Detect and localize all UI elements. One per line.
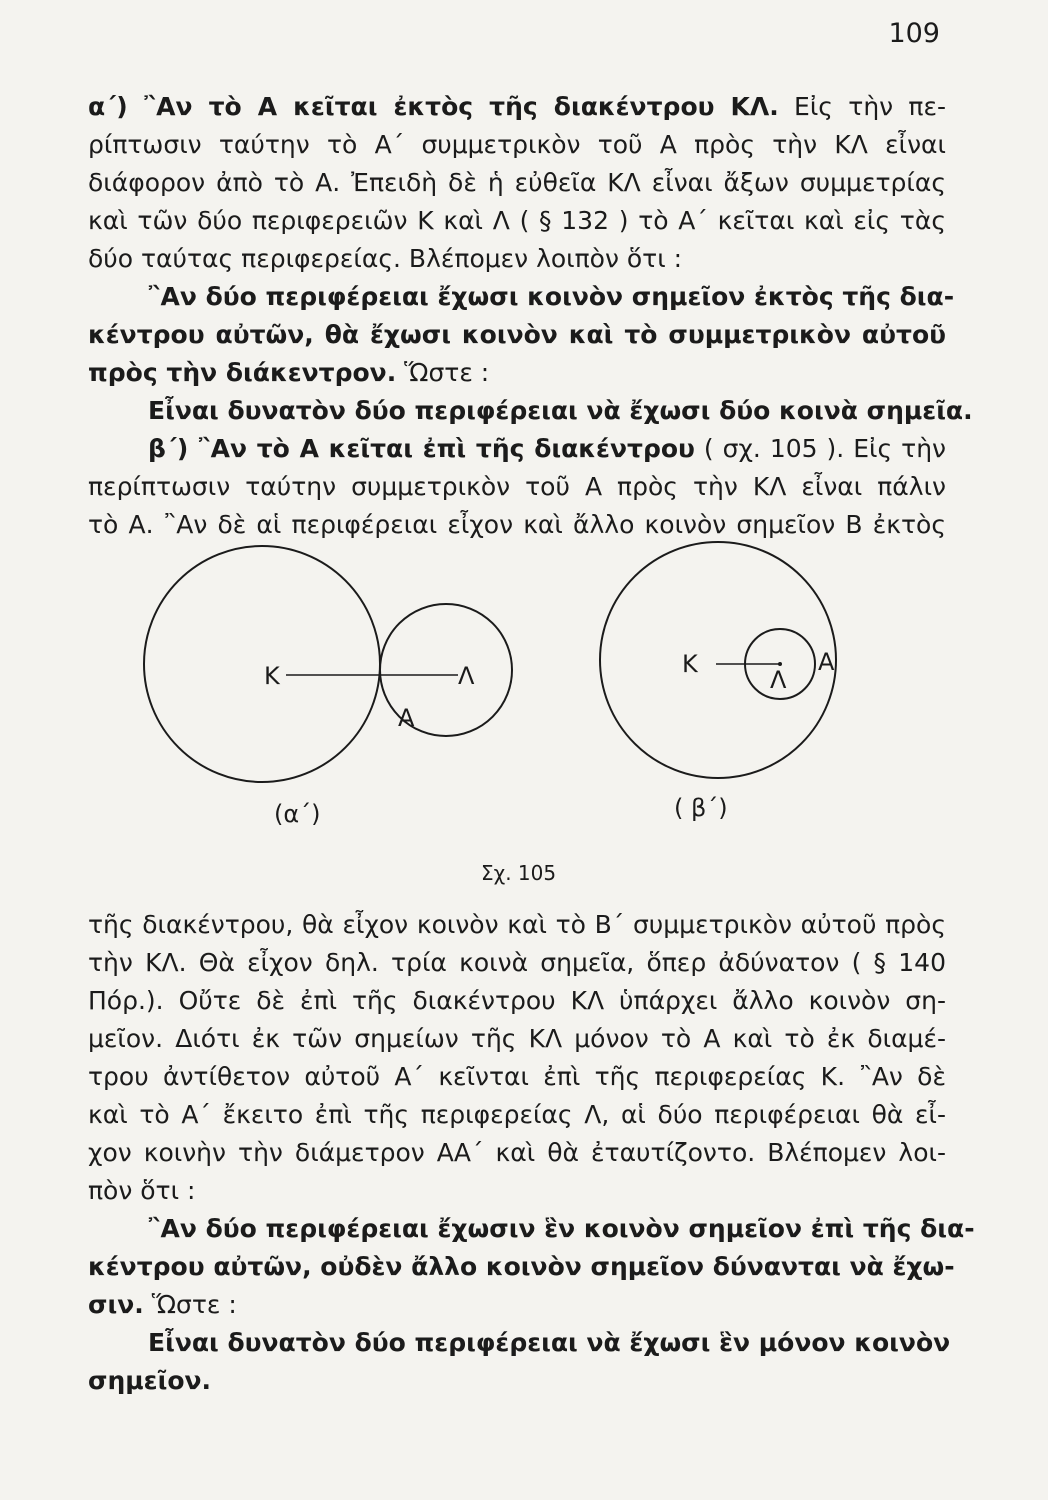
text-span: Ὥστε : <box>143 1290 237 1319</box>
text-line: τρου ἀντίθετον αὐτοῦ Α΄ κεῖνται ἐπὶ τῆς περιφερείας Κ. ῍Αν δὲ <box>88 1062 946 1091</box>
conclusion-line: Εἶναι δυνατὸν δύο περιφέρειαι νὰ ἔχωσι ἓν μόνον κοινὸν <box>148 1328 951 1357</box>
theorem-line: ῍Αν δύο περιφέρειαι ἔχωσι κοινὸν σημεῖον ἐκτὸς τῆς δια- <box>148 282 955 311</box>
text-line: τὸ Α. ῍Αν δὲ αἱ περιφέρειαι εἶχον καὶ ἄλλο κοινὸν σημεῖον Β ἐκτὸς <box>88 510 946 539</box>
label-l-left: Λ <box>458 662 475 690</box>
text-block-top <box>88 88 973 544</box>
page-number: 109 <box>888 18 940 49</box>
theorem-line: ῍Αν δύο περιφέρειαι ἔχωσιν ἓν κοινὸν σημεῖον ἐπὶ τῆς δια- <box>148 1214 975 1243</box>
theorem-line <box>88 354 946 392</box>
caption-a: (α΄) <box>274 800 321 828</box>
text-line <box>88 430 946 468</box>
text-line: καὶ τὸ Α΄ ἔκειτο ἐπὶ τῆς περιφερείας Λ, αἱ δύο περιφέρειαι θὰ εἶ- <box>88 1100 946 1129</box>
label-l-right: Λ <box>770 666 787 694</box>
text-span: Ὥστε : <box>396 358 490 387</box>
conclusion-line: σημεῖον. <box>88 1366 212 1395</box>
text-line: πὸν ὅτι : <box>88 1176 196 1205</box>
text-span: ( σχ. 105 ). Εἰς τὴν <box>694 434 947 463</box>
text-line: διάφορον ἀπὸ τὸ Α. Ἐπειδὴ δὲ ἡ εὐθεῖα ΚΛ εἶναι ἄξων συμμετρίας <box>88 168 946 197</box>
label-k-left: Κ <box>264 662 280 690</box>
circle-k-right <box>600 542 836 778</box>
theorem-line: κέντρου αὐτῶν, οὐδὲν ἄλλο κοινὸν σημεῖον δύνανται νὰ ἔχω- <box>88 1252 955 1281</box>
text-line <box>88 88 946 126</box>
text-line: χον κοινὴν τὴν διάμετρον ΑΑ΄ καὶ θὰ ἐταυτίζοντο. Βλέπομεν λοι- <box>88 1138 946 1167</box>
theorem-line <box>88 1286 946 1324</box>
text-line: τῆς διακέντρου, θὰ εἶχον κοινὸν καὶ τὸ Β΄ συμμετρικὸν αὐτοῦ πρὸς <box>88 910 946 939</box>
circle-k-left <box>144 546 380 782</box>
text-block-bottom <box>88 906 975 1400</box>
text-line: Πόρ.). Οὔτε δὲ ἐπὶ τῆς διακέντρου ΚΛ ὑπάρχει ἄλλο κοινὸν ση- <box>88 986 946 1015</box>
text-line: περίπτωσιν ταύτην συμμετρικὸν τοῦ Α πρὸς τὴν ΚΛ εἶναι πάλιν <box>88 472 946 501</box>
text-line: τὴν ΚΛ. Θὰ εἶχον δηλ. τρία κοινὰ σημεῖα, ὅπερ ἀδύνατον ( § 140 <box>88 948 946 977</box>
conclusion-line: Εἶναι δυνατὸν δύο περιφέρειαι νὰ ἔχωσι δύο κοινὰ σημεῖα. <box>148 396 973 425</box>
text-line: ρίπτωσιν ταύτην τὸ Α΄ συμμετρικὸν τοῦ Α πρὸς τὴν ΚΛ εἶναι <box>88 130 946 159</box>
figure-caption: Σχ. 105 <box>481 861 557 885</box>
case-heading-a: α΄) ῍Αν τὸ Α κεῖται ἐκτὸς τῆς διακέντρου ΚΛ. <box>88 92 779 121</box>
text-line: καὶ τῶν δύο περιφερειῶν Κ καὶ Λ ( § 132 ) τὸ Α΄ κεῖται καὶ εἰς τὰς <box>88 206 946 235</box>
theorem-line: κέντρου αὐτῶν, θὰ ἔχωσι κοινὸν καὶ τὸ συμμετρικὸν αὐτοῦ <box>88 320 946 349</box>
theorem-span: πρὸς τὴν διάκεντρον. <box>88 358 397 387</box>
theorem-span: σιν. <box>88 1290 144 1319</box>
label-a-right: Α <box>818 648 835 676</box>
figure-105-drawing <box>140 540 940 900</box>
label-k-right: Κ <box>682 650 698 678</box>
case-heading-b: β΄) ῍Αν τὸ Α κεῖται ἐπὶ τῆς διακέντρου <box>148 434 695 463</box>
text-span: Εἰς τὴν πε- <box>778 92 947 121</box>
label-a-left: Α <box>398 704 415 732</box>
text-line: δύο ταύτας περιφερείας. Βλέπομεν λοιπὸν ὅτι : <box>88 244 683 273</box>
text-line: μεῖον. Διότι ἐκ τῶν σημείων τῆς ΚΛ μόνον τὸ Α καὶ τὸ ἐκ διαμέ- <box>88 1024 946 1053</box>
figure-105 <box>140 540 940 900</box>
caption-b: ( β΄) <box>674 794 728 822</box>
